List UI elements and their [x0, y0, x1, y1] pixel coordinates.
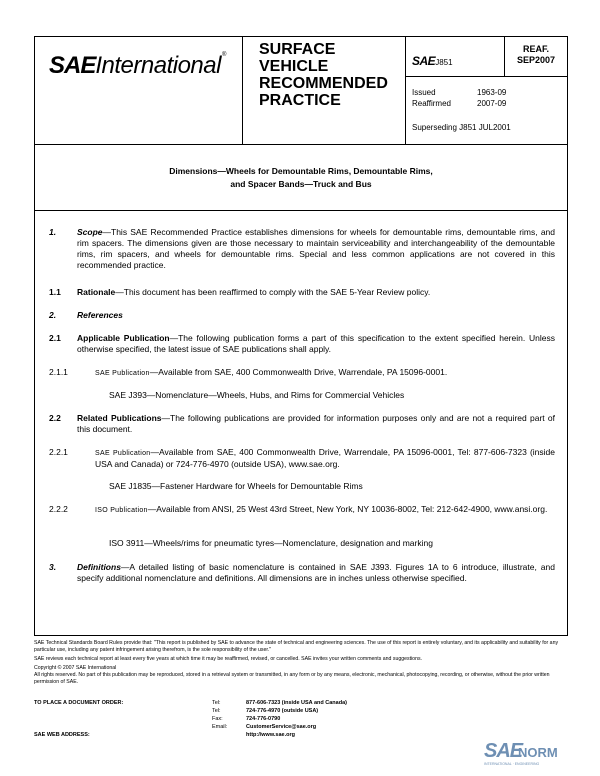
- section-iso-publication: 2.2.2 ISO Publication—Available from ANSI, 25 West 43rd Street, New York, NY 10036-8002, Tel: 212-642-4900, www.ansi.org.: [49, 504, 548, 514]
- section-heading: Definitions: [77, 562, 121, 572]
- document-frame: [34, 36, 568, 636]
- section-heading: Related Publications: [77, 413, 162, 423]
- footer-rules: SAE Technical Standards Board Rules provide that: "This report is published by SAE to advance the state of technical and engineering sciences. The use of this report is entirely voluntary, and its applicability and suitability for any particular use, including any patent infringement arising therefrom, is the sole responsibility of the user.": [34, 640, 559, 653]
- watermark-word: NORM: [518, 745, 558, 760]
- section-heading: References: [77, 310, 123, 320]
- web-link[interactable]: http://www.sae.org: [246, 732, 295, 738]
- watermark-sub: INTERNATIONAL · ENGINEERING: [484, 762, 540, 766]
- document-type-line-2: VEHICLE: [259, 58, 329, 75]
- document-footer: [34, 640, 568, 688]
- document-header: [35, 37, 567, 145]
- logo-brand: SAE: [49, 52, 96, 79]
- web-label: SAE WEB ADDRESS:: [34, 732, 90, 738]
- section-related-publications: 2.2 Related Publications—The following publications are provided for information purposes only and are not a required part of this document.: [49, 413, 555, 434]
- order-label: TO PLACE A DOCUMENT ORDER:: [34, 700, 124, 706]
- tel2-value: 724-776-4970 (outside USA): [246, 708, 319, 714]
- sae-norm-watermark: [484, 740, 574, 770]
- document-number: SAEJ851: [412, 54, 453, 68]
- document-type-line-3: RECOMMENDED: [259, 75, 388, 92]
- document-dates: [412, 87, 506, 109]
- issued-label: Issued: [412, 88, 436, 97]
- sae-international-logo: [49, 52, 226, 80]
- reference-j1835: SAE J1835—Fastener Hardware for Wheels for Demountable Rims: [109, 481, 363, 491]
- section-rationale: 1.1 Rationale—This document has been reaffirmed to comply with the SAE 5-Year Review policy.: [49, 287, 431, 297]
- section-definitions: 3. Definitions—A detailed listing of basic nomenclature is contained in SAE J393. Figures 1A to 6 introduce, illustrate, and specify additional nomenclature and definitions. All dimensions are in inches unless otherwise specified.: [49, 562, 555, 583]
- logo-word: International: [95, 52, 221, 79]
- logo-trademark: ®: [221, 52, 227, 58]
- reaffirmed-value: 2007-09: [477, 99, 507, 108]
- superseding-note: Superseding J851 JUL2001: [412, 123, 511, 132]
- reference-j393: SAE J393—Nomenclature—Wheels, Hubs, and Rims for Commercial Vehicles: [109, 390, 405, 400]
- section-scope: 1. Scope—This SAE Recommended Practice establishes dimensions for wheels for demountable rims, demountable rims, and rim spacers. The dimensions given are those necessary to maintain serviceability and interchangeability of the demountable rims, rim spacers, and wheels for demountable rims. Special and less common applications are not covered in this recommended practice.: [49, 227, 555, 270]
- reaffirmation-box: [504, 37, 567, 77]
- section-applicable-publication: 2.1 Applicable Publication—The following publication forms a part of this specification to the extent specified herein. Unless otherwise specified, the latest issue of SAE publications shall apply.: [49, 333, 555, 354]
- footer-review: SAE reviews each technical report at least every five years at which time it may be reaffirmed, revised, or cancelled. SAE invites your written comments and suggestions.: [34, 656, 422, 662]
- reaffirmed-label: Reaffirmed: [412, 99, 451, 108]
- section-sae-publication-2: 2.2.1 SAE Publication—Available from SAE, 400 Commonwealth Drive, Warrendale, PA 15096-0001, Tel: 877-606-7323 (inside USA and Canada) or 724-776-4970 (outside USA), www.sae.org.: [49, 447, 556, 469]
- watermark-brand: SAE: [484, 740, 523, 762]
- document-type-line-4: PRACTICE: [259, 92, 341, 109]
- section-references: 2. References: [49, 310, 123, 320]
- reaf-label: REAF.: [522, 44, 549, 54]
- document-title-line-2: and Spacer Bands—Truck and Bus: [230, 179, 372, 189]
- document-info-cell: [406, 37, 567, 145]
- email-link[interactable]: CustomerService@sae.org: [246, 724, 317, 730]
- tel-value: 877-606-7323 (inside USA and Canada): [246, 700, 347, 706]
- reference-iso3911: ISO 3911—Wheels/rims for pneumatic tyres—Nomenclature, designation and marking: [109, 538, 433, 548]
- document-type-cell: [243, 37, 406, 145]
- section-heading: Rationale: [77, 287, 116, 297]
- logo-cell: [35, 37, 243, 145]
- reaf-date: SEP2007: [516, 55, 556, 65]
- document-number-row: [406, 37, 567, 77]
- section-sae-publication-1: 2.1.1 SAE Publication—Available from SAE, 400 Commonwealth Drive, Warrendale, PA 15096-0001.: [49, 367, 448, 377]
- section-heading: Applicable Publication: [77, 333, 170, 343]
- document-type-line-1: SURFACE: [259, 41, 336, 58]
- footer-copyright: Copyright © 2007 SAE International: [34, 665, 117, 671]
- fax-value: 724-776-0790: [246, 716, 281, 722]
- footer-rights: All rights reserved. No part of this publication may be reproduced, stored in a retrieval system or transmitted, in any form or by any means, electronic, mechanical, photocopying, recording, or otherwise, without the prior written permission of SAE.: [34, 672, 550, 685]
- document-title: [35, 145, 567, 211]
- issued-value: 1963-09: [477, 88, 507, 97]
- section-heading: Scope: [77, 227, 103, 237]
- document-title-line-1: Dimensions—Wheels for Demountable Rims, Demountable Rims,: [169, 166, 433, 176]
